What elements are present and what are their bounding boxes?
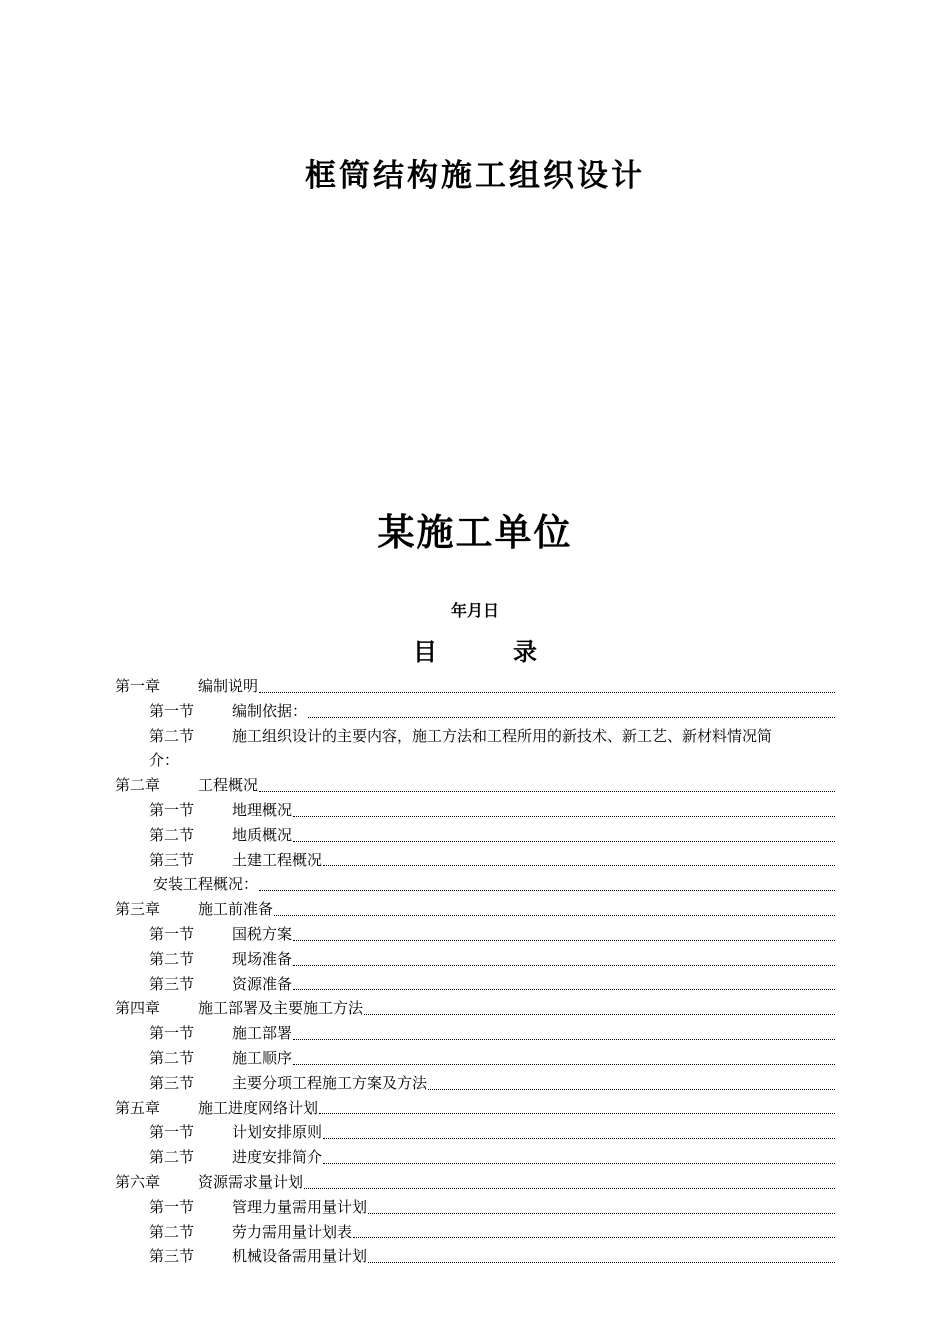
toc-section-entry[interactable] [115, 1145, 835, 1170]
toc-dot-leader [368, 1212, 835, 1214]
organization-name: 某施工单位 [377, 510, 573, 554]
toc-entry-number: 第二节 [149, 949, 195, 968]
toc-dot-leader [323, 1162, 835, 1164]
toc-entry-title: 施工组织设计的主要内容，施工方法和工程所用的新技术、新工艺、新材料情况简 [232, 726, 773, 745]
toc-entry-number: 第一节 [149, 924, 195, 943]
toc-section-entry[interactable] [115, 724, 835, 774]
toc-entry-number: 第二节 [149, 1048, 195, 1067]
toc-entry-number: 第三章 [115, 900, 161, 919]
toc-section-entry[interactable] [115, 1071, 835, 1096]
toc-dot-leader [308, 716, 835, 718]
document-date: 年月日 [450, 601, 499, 620]
toc-chapter-entry[interactable] [115, 1170, 835, 1195]
document-title: 框筒结构施工组织设计 [305, 158, 645, 194]
toc-entry-title: 国税方案 [232, 924, 293, 943]
toc-entry-title: 编制依据： [232, 701, 308, 720]
toc-entry-number: 第二节 [149, 726, 195, 745]
toc-dot-leader [293, 1063, 835, 1065]
toc-section-entry[interactable] [115, 823, 835, 848]
toc-entry-title: 资源准备 [232, 974, 293, 993]
toc-section-entry[interactable] [115, 1046, 835, 1071]
toc-entry-title: 土建工程概况 [232, 850, 323, 869]
toc-dot-leader [368, 1261, 835, 1263]
toc-entry-title: 施工顺序 [232, 1048, 293, 1067]
toc-section-entry[interactable] [115, 947, 835, 972]
toc-section-entry[interactable] [115, 872, 835, 897]
toc-chapter-entry[interactable] [115, 773, 835, 798]
toc-entry-title: 地质概况 [232, 825, 293, 844]
toc-heading: 目 录 [413, 637, 563, 666]
toc-chapter-entry[interactable] [115, 996, 835, 1021]
toc-entry-number: 第六章 [115, 1172, 161, 1191]
toc-entry-number: 第二章 [115, 776, 161, 795]
toc-section-entry[interactable] [115, 699, 835, 724]
toc-entry-number: 第三节 [149, 974, 195, 993]
toc-entry-number: 第三节 [149, 1247, 195, 1266]
toc-entry-number: 第二节 [149, 1148, 195, 1167]
toc-dot-leader [259, 691, 835, 693]
toc-entry-title: 施工部署 [232, 1024, 293, 1043]
toc-chapter-entry[interactable] [115, 674, 835, 699]
toc-section-entry[interactable] [115, 1244, 835, 1269]
toc-dot-leader [293, 1038, 835, 1040]
toc-entry-title: 施工进度网络计划 [198, 1098, 319, 1117]
toc-dot-leader [323, 1137, 835, 1139]
toc-chapter-entry[interactable] [115, 1096, 835, 1121]
toc-section-entry[interactable] [115, 1021, 835, 1046]
toc-entry-number: 第二节 [149, 1222, 195, 1241]
toc-entry-number: 第一章 [115, 677, 161, 695]
toc-entry-title: 地理概况 [232, 800, 293, 819]
toc-entry-title: 劳力需用量计划表 [232, 1222, 353, 1241]
toc-entry-title: 资源需求量计划 [198, 1172, 304, 1191]
toc-entry-title: 主要分项工程施工方案及方法 [232, 1073, 428, 1092]
toc-dot-leader [274, 914, 835, 916]
toc-entry-number: 第一节 [149, 1024, 195, 1043]
toc-entry-title: 现场准备 [232, 949, 293, 968]
toc-entry-title: 施工部署及主要施工方法 [198, 999, 364, 1018]
toc-entry-title: 施工前准备 [198, 900, 274, 919]
toc-dot-leader [323, 864, 835, 866]
toc-entry-number: 第一节 [149, 1123, 195, 1142]
toc-dot-leader [319, 1112, 835, 1114]
toc-dot-leader [259, 889, 835, 891]
toc-dot-leader [293, 840, 835, 842]
toc-dot-leader [259, 790, 835, 792]
toc-entry-number: 第一节 [149, 701, 195, 720]
toc-entry-title: 计划安排原则 [232, 1123, 323, 1142]
toc-section-entry[interactable] [115, 972, 835, 997]
toc-entry-number: 第四章 [115, 999, 161, 1018]
toc-entry-title: 进度安排简介 [232, 1148, 323, 1167]
toc-dot-leader [304, 1187, 835, 1189]
toc-dot-leader [293, 939, 835, 941]
toc-entry-number: 第二节 [149, 825, 195, 844]
toc-section-entry[interactable] [115, 922, 835, 947]
table-of-contents [115, 674, 835, 1269]
toc-entry-title: 工程概况 [198, 776, 259, 795]
toc-entry-title: 安装工程概况： [153, 875, 259, 894]
toc-entry-number: 第一节 [149, 800, 195, 819]
toc-entry-number: 第一节 [149, 1197, 195, 1216]
toc-entry-number: 第三节 [149, 1073, 195, 1092]
toc-entry-title: 机械设备需用量计划 [232, 1247, 368, 1266]
toc-entry-title: 管理力量需用量计划 [232, 1197, 368, 1216]
toc-section-entry[interactable] [115, 848, 835, 873]
toc-dot-leader [364, 1013, 835, 1015]
toc-entry-number: 第五章 [115, 1098, 161, 1117]
toc-dot-leader [293, 815, 835, 817]
toc-chapter-entry[interactable] [115, 897, 835, 922]
toc-section-entry[interactable] [115, 1220, 835, 1245]
toc-section-entry[interactable] [115, 1120, 835, 1145]
toc-section-entry[interactable] [115, 1195, 835, 1220]
toc-entry-title-continuation: 介： [149, 751, 180, 770]
toc-entry-title: 编制说明 [198, 677, 259, 695]
toc-dot-leader [428, 1088, 835, 1090]
toc-section-entry[interactable] [115, 798, 835, 823]
toc-dot-leader [293, 964, 835, 966]
toc-entry-number: 第三节 [149, 850, 195, 869]
toc-dot-leader [293, 988, 835, 990]
toc-dot-leader [353, 1236, 835, 1238]
